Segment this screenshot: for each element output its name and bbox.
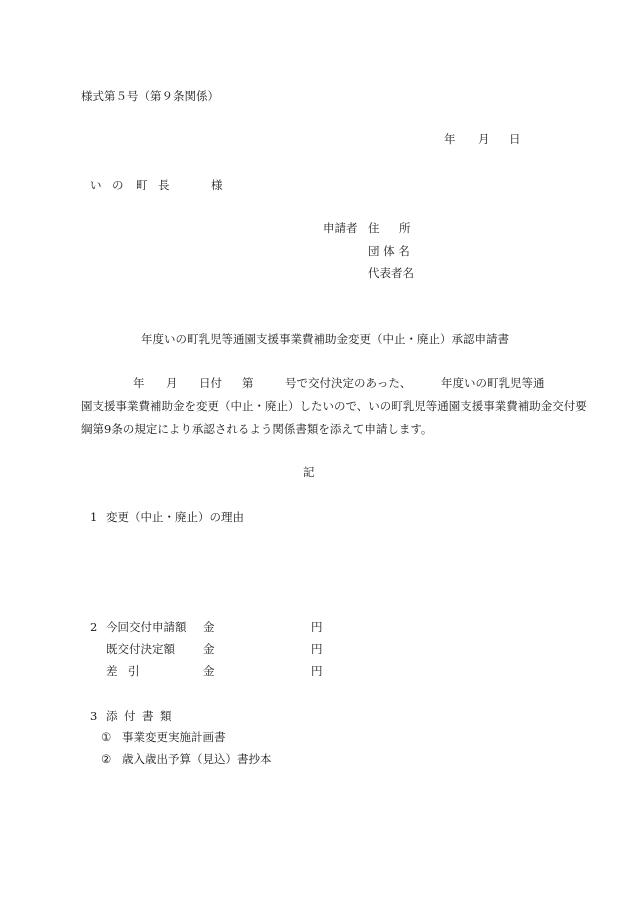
yen-label: 円 [311, 642, 323, 656]
attachments-label-char: 付 [124, 709, 136, 723]
attachment-item: 歳入歳出予算（見込）書抄本 [122, 752, 272, 766]
addressee-char: の [112, 178, 124, 192]
amount-label-current: 今回交付申請額 [106, 620, 187, 634]
body-fiscal: 年度いの町乳児等通 [441, 376, 545, 390]
yen-label: 円 [311, 620, 323, 634]
applicant-address-label: 住 [368, 221, 380, 235]
amount-label-difference: 引 [128, 664, 140, 678]
body-year: 年 [133, 376, 145, 390]
document-title: 年度いの町乳児等通園支援事業費補助金変更（中止・廃止）承認申請書 [141, 332, 509, 346]
attachment-mark: ① [101, 730, 112, 744]
attachments-label-char: 添 [106, 709, 118, 723]
kin-label: 金 [203, 664, 215, 678]
section-number: 1 [90, 510, 98, 524]
kin-label: 金 [203, 620, 215, 634]
applicant-address-label: 所 [399, 221, 411, 235]
applicant-representative-label: 代表者名 [368, 266, 414, 280]
body-line-3: 綱第9条の規定により承認されるよう関係書類を添えて申請します。 [81, 422, 433, 436]
body-month: 月 [166, 376, 178, 390]
applicant-group-label: 団 体 名 [368, 244, 410, 258]
body-number-suffix: 号で交付決定のあった、 [285, 376, 412, 390]
amount-label-previous: 既交付決定額 [106, 642, 175, 656]
form-number: 様式第５号（第９条関係） [81, 89, 219, 103]
attachment-item: 事業変更実施計画書 [122, 730, 226, 744]
attachment-mark: ② [101, 752, 112, 766]
applicant-label: 申請者 [323, 221, 358, 235]
ki-heading: 記 [303, 465, 315, 479]
section-number: 3 [90, 709, 98, 723]
date-day-label: 日 [509, 132, 521, 146]
kin-label: 金 [203, 642, 215, 656]
body-line-2: 園支援事業費補助金を変更（中止・廃止）したいので、いの町乳児等通園支援事業費補助金交付要 [81, 399, 587, 413]
attachments-label-char: 書 [142, 709, 154, 723]
section-number: 2 [90, 620, 98, 634]
body-day-suffix: 日付 [199, 376, 222, 390]
attachments-label-char: 類 [160, 709, 172, 723]
yen-label: 円 [311, 664, 323, 678]
addressee-char: 町 [136, 178, 148, 192]
date-year-label: 年 [444, 132, 456, 146]
amount-label-difference: 差 [106, 664, 118, 678]
addressee-honorific: 様 [211, 178, 223, 192]
section-1-label: 変更（中止・廃止）の理由 [106, 510, 244, 524]
body-number-prefix: 第 [242, 376, 254, 390]
date-month-label: 月 [478, 132, 490, 146]
addressee-char: い [90, 178, 102, 192]
addressee-char: 長 [158, 178, 170, 192]
